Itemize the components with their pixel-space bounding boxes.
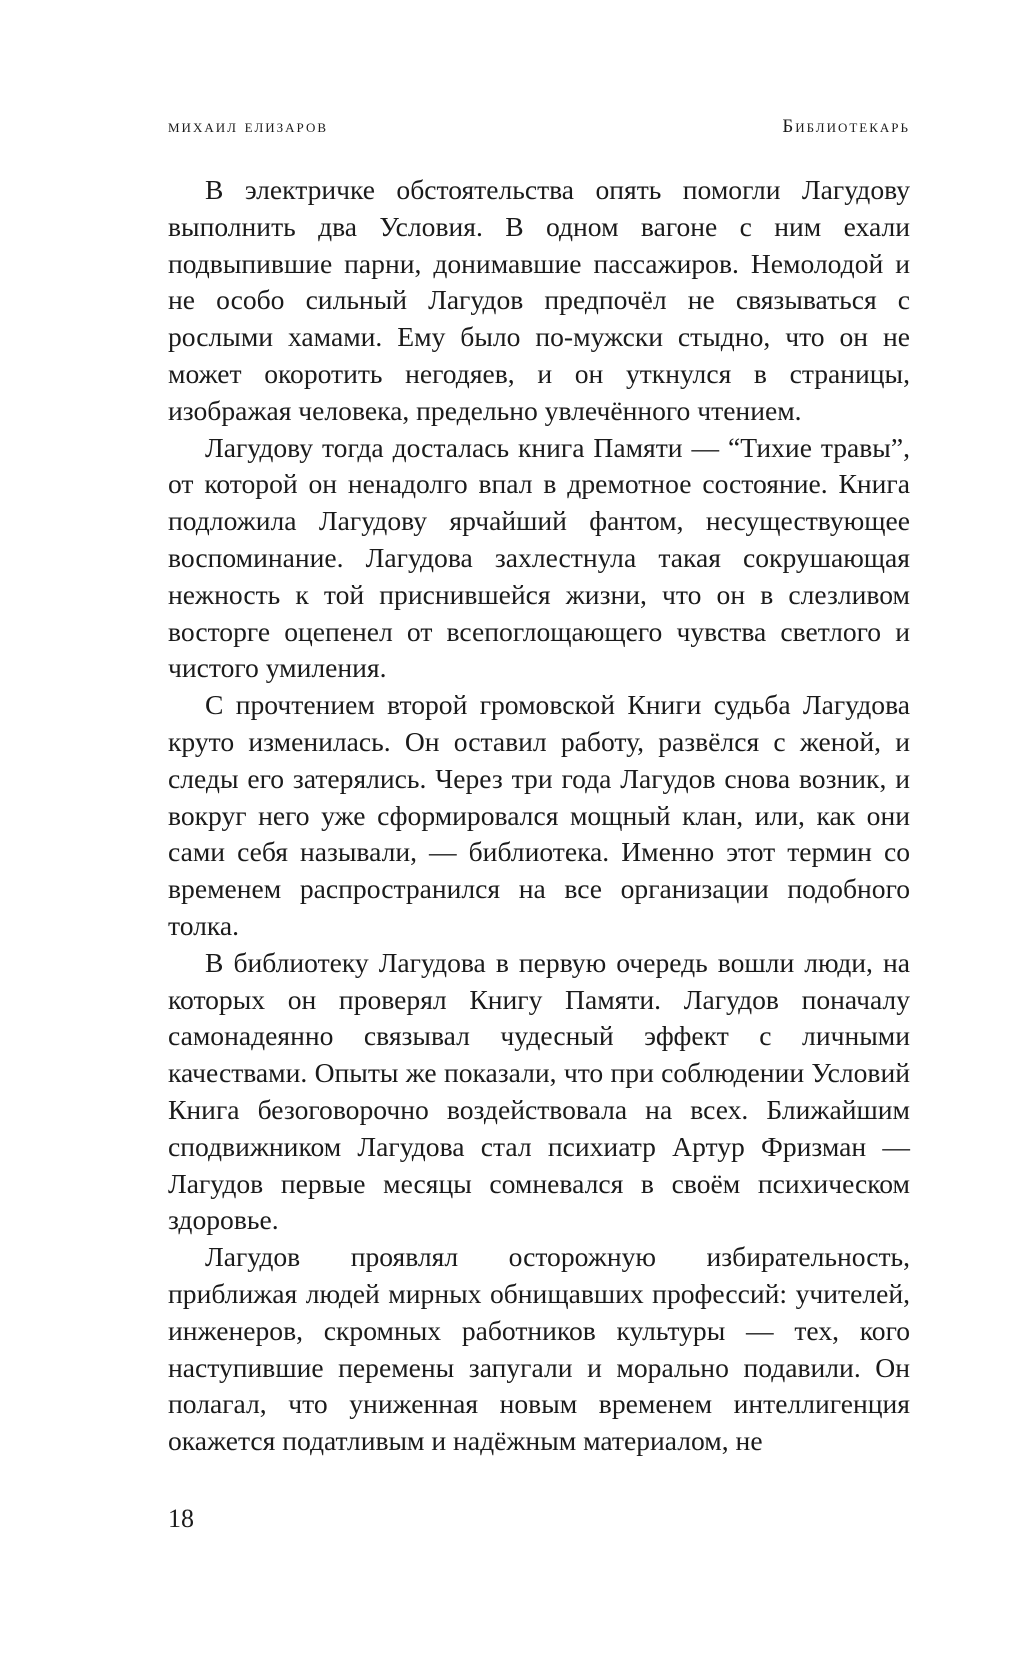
- page-number: 18: [168, 1504, 194, 1533]
- header-author: михаил елизаров: [168, 116, 329, 137]
- header-book-title: Библиотекарь: [782, 116, 910, 137]
- paragraph: В электричке обстоятельства опять помогли Лагудову выполнить два Условия. В одном вагоне с ним ехали подвыпившие парни, донимавшие пассажиров. Немолодой и не особо сильный Лагудов предпочёл не связываться с рослыми хамами. Ему было по-мужски стыдно, что он не может окоротить негодяев, и он уткнулся в страницы, изображая человека, предельно увлечённого чтением.: [168, 174, 910, 426]
- running-header: [168, 116, 910, 140]
- paragraph: Лагудов проявлял осторожную избирательность, приближая людей мирных обнищавших профессий: учителей, инженеров, скромных работников культуры — тех, кого наступившие перемены запугали и морально подавили. Он полагал, что униженная новым временем интеллигенция окажется податливым и надёжным материалом, не: [168, 1241, 910, 1457]
- body-text: [168, 172, 910, 1460]
- paragraph: В библиотеку Лагудова в первую очередь вошли люди, на которых он проверял Книгу Памяти. Лагудов поначалу самонадеянно связывал чудесный эффект с личными качествами. Опыты же показали, что при соблюдении Условий Книга безоговорочно воздействовала на всех. Ближайшим сподвижником Лагудова стал психиатр Артур Фризман — Лагудов первые месяцы сомневался в своём психическом здоровье.: [168, 946, 910, 1236]
- paragraph: С прочтением второй громовской Книги судьба Лагудова круто изменилась. Он оставил работу, развёлся с женой, и следы его затерялись. Через три года Лагудов снова возник, и вокруг него уже сформировался мощный клан, или, как они сами себя называли, — библиотека. Именно этот термин со временем распространился на все организации подобного толка.: [168, 689, 910, 941]
- paragraph: Лагудову тогда досталась книга Памяти — “Тихие травы”, от которой он ненадолго впал в дремотное состояние. Книга подложила Лагудову ярчайший фантом, несуществующее воспоминание. Лагудова захлестнула такая сокрушающая нежность к той приснившейся жизни, что он в слезливом восторге оцепенел от всепоглощающего чувства светлого и чистого умиления.: [168, 431, 910, 684]
